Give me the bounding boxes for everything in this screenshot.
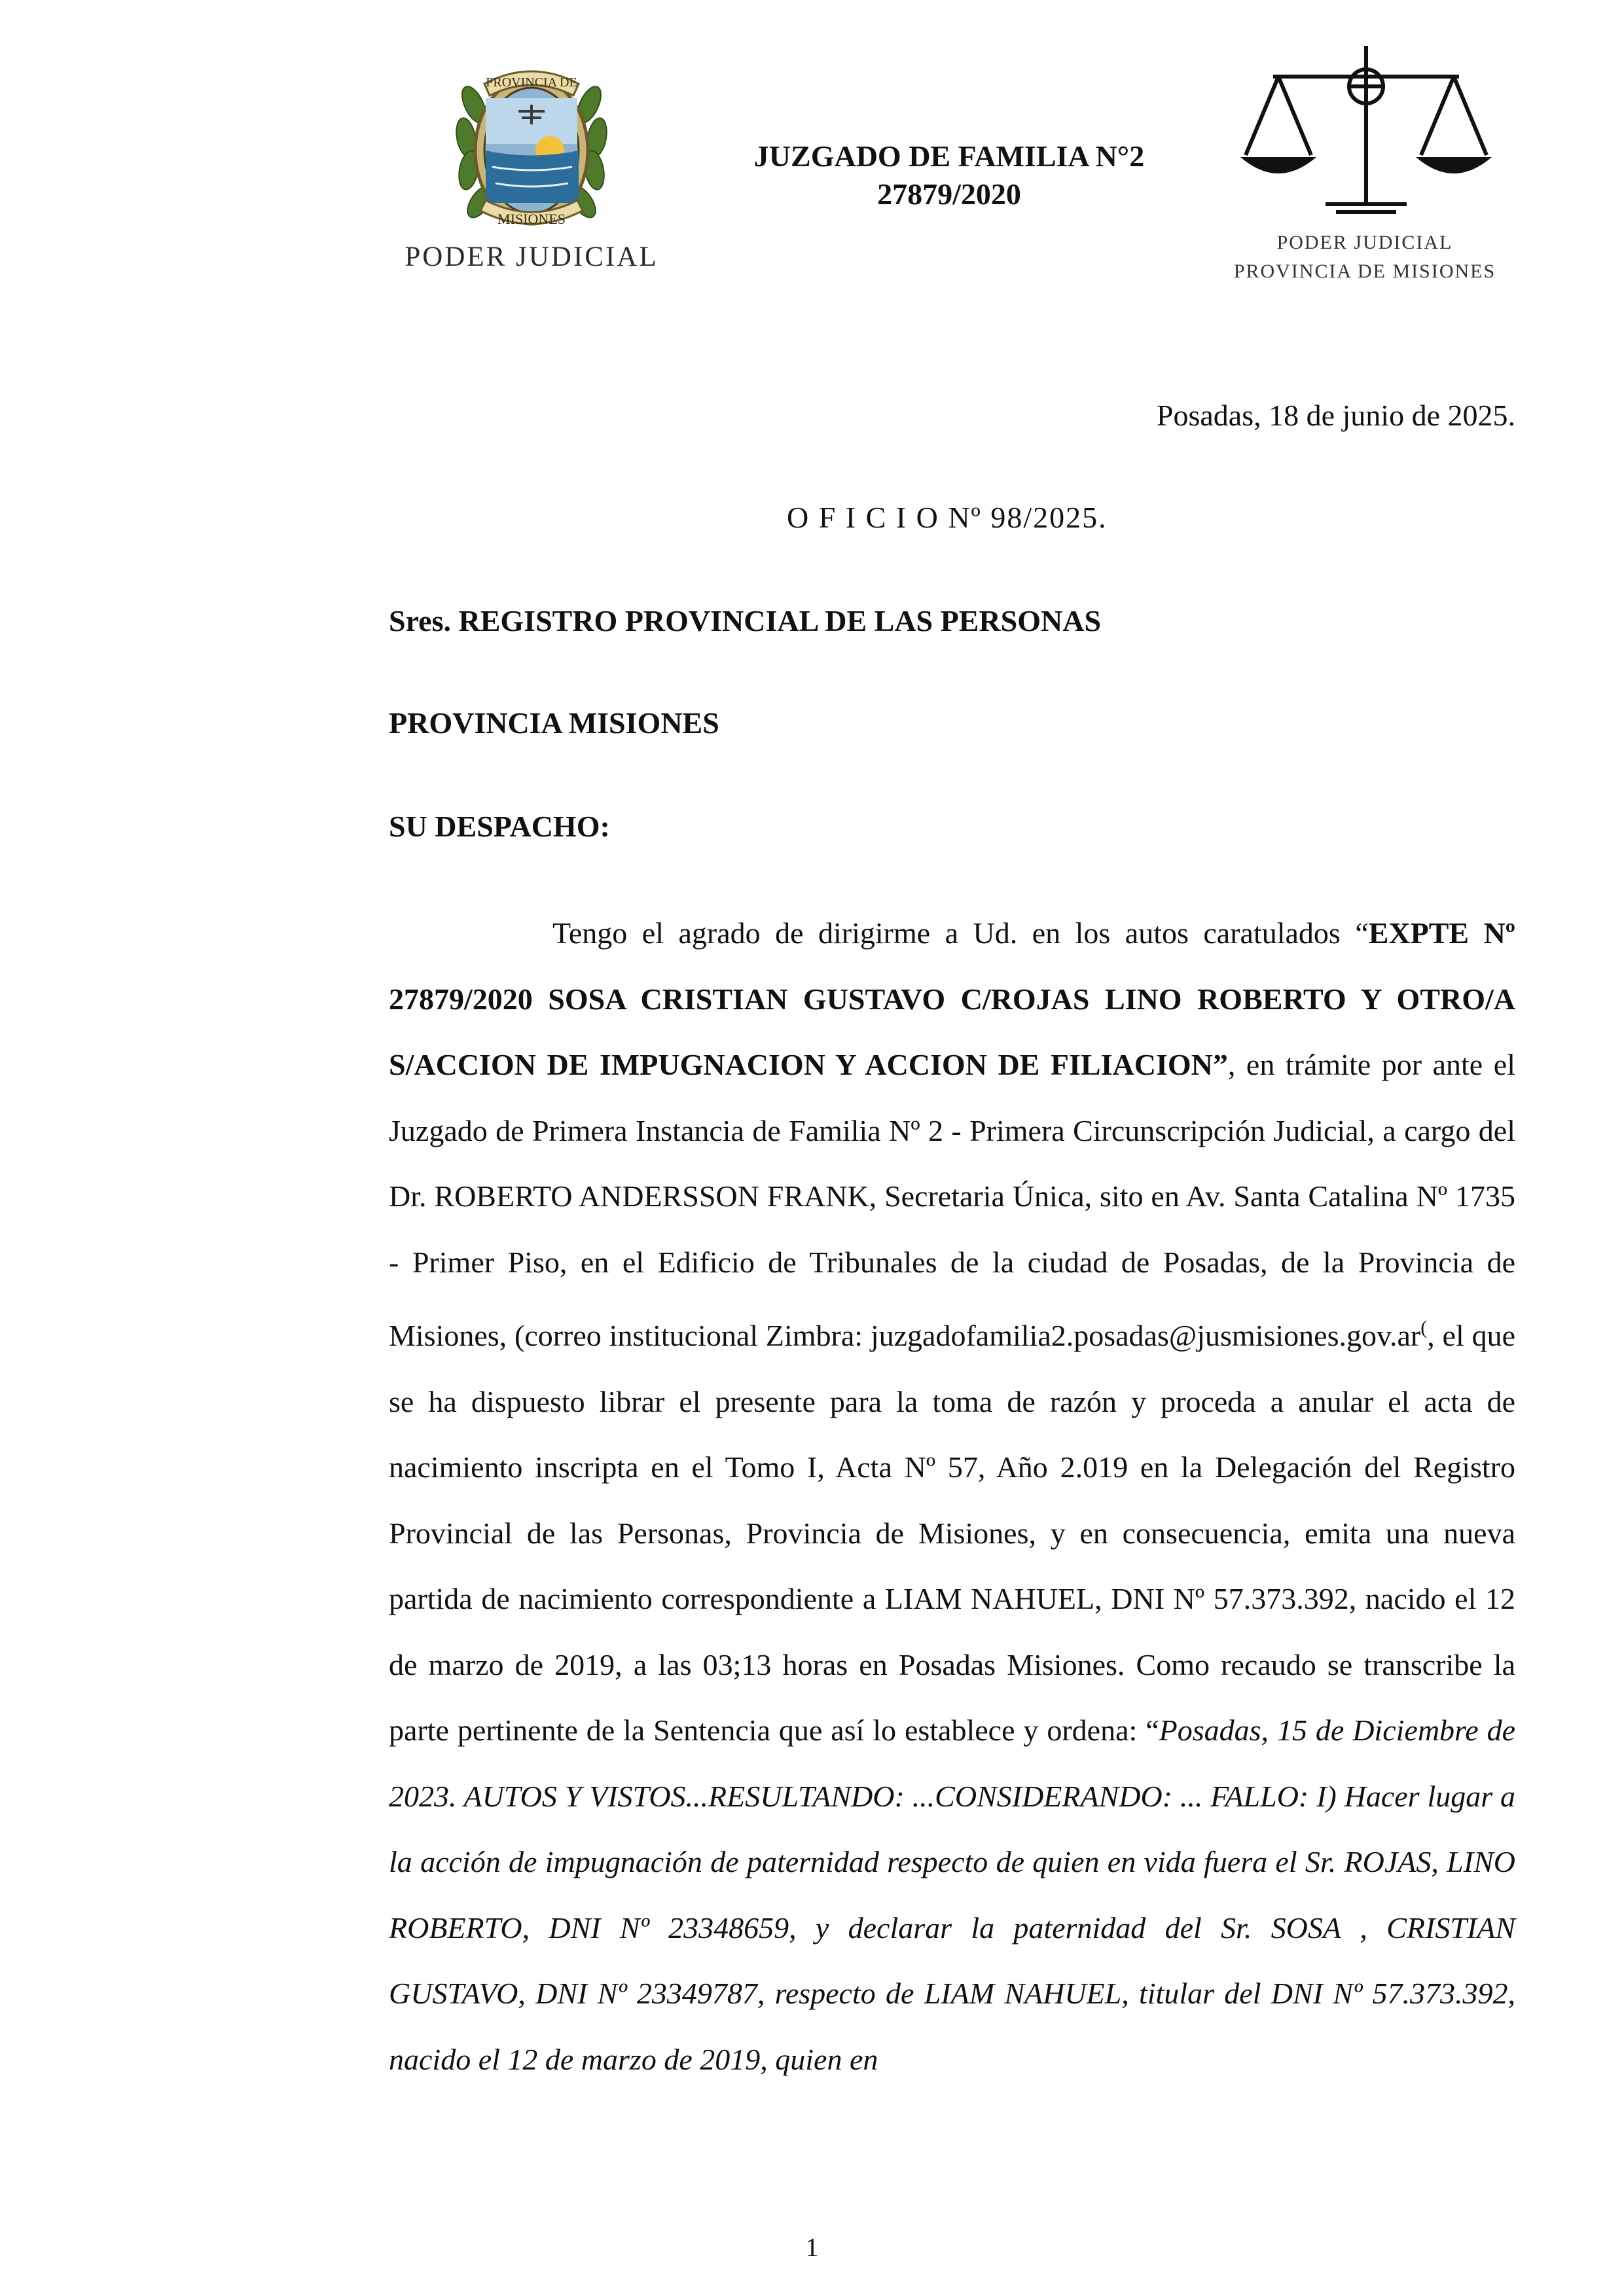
- recipient-line-3: SU DESPACHO:: [389, 810, 610, 843]
- right-logo-caption-line2: PROVINCIA DE MISIONES: [1233, 260, 1496, 282]
- court-name: JUZGADO DE FAMILIA N°2: [753, 139, 1145, 173]
- document-date: Posadas, 18 de junio de 2025.: [1156, 399, 1515, 432]
- right-logo-caption-line1: PODER JUDICIAL: [1276, 232, 1453, 253]
- case-title: EXPTE Nº 27879/2020 SOSA CRISTIAN GUSTAVO C/ROJAS LINO ROBERTO Y OTRO/A S/ACCION DE IMPUGNACION Y ACCION DE FILIACION”: [389, 916, 1515, 1081]
- seal-bottom-text: MISIONES: [497, 211, 566, 227]
- body-court-details: , en trámite por ante el Juzgado de Primera Instancia de Familia Nº 2 - Primera Circunscripción Judicial, a cargo del Dr. ROBERTO ANDERSSON FRANK, Secretaria Única, sito en Av. Santa Catalina Nº 1735 - Primer Piso, en el Edificio de Tribunales de la ciudad de Posadas, de la Provincia de Misiones, (correo institucional Zimbra: juzgadofamilia2.posadas@jusmisiones.gov.ar: [389, 1048, 1515, 1352]
- recipient-line-2: PROVINCIA MISIONES: [389, 706, 719, 740]
- scales-of-justice-icon: [1221, 41, 1509, 230]
- poder-judicial-seal-logo: [401, 52, 662, 288]
- body-paragraph: [389, 901, 1515, 2092]
- recipient-line-1: Sres. REGISTRO PROVINCIAL DE LAS PERSONAS: [389, 604, 1102, 637]
- court-header: [720, 137, 1178, 213]
- seal-top-text: PROVINCIA DE: [486, 75, 577, 90]
- footnote-mark: (: [1420, 1317, 1428, 1338]
- body-request-text: , el que se ha dispuesto librar el presente para la toma de razón y proceda a anular el acta de nacimiento inscripta en el Tomo I, Acta Nº 57, Año 2.019 en la Delegación del Registro Provincial de las Personas, Provincia de Misiones, y en consecuencia, emita una nueva partida de nacimiento correspondiente a LIAM NAHUEL, DNI Nº 57.373.392, nacido el 12 de marzo de 2019, a las 03;13 horas en Posadas Misiones. Como recaudo se transcribe la parte pertinente de la Sentencia que así lo establece y ordena: “: [389, 1319, 1515, 1747]
- sentence-quote: Posadas, 15 de Diciembre de 2023. AUTOS Y VISTOS...RESULTANDO: ...CONSIDERANDO: ... FALLO: I) Hacer lugar a la acción de impugnación de paternidad respecto de quien en vida fuera el Sr. ROJAS, LINO ROBERTO, DNI Nº 23348659, y declarar la paternidad del Sr. SOSA , CRISTIAN GUSTAVO, DNI Nº 23349787, respecto de LIAM NAHUEL, titular del DNI Nº 57.373.392, nacido el 12 de marzo de 2019, quien en: [389, 1713, 1515, 2076]
- page-number: 1: [805, 2233, 819, 2262]
- misiones-seal-icon: [401, 52, 662, 242]
- left-logo-caption: PODER JUDICIAL: [405, 242, 659, 272]
- poder-judicial-scales-logo: [1221, 41, 1509, 289]
- oficio-number: O F I C I O Nº 98/2025.: [787, 501, 1108, 534]
- body-intro-text: Tengo el agrado de dirigirme a Ud. en los autos caratulados “: [552, 916, 1369, 950]
- case-number: 27879/2020: [877, 177, 1021, 211]
